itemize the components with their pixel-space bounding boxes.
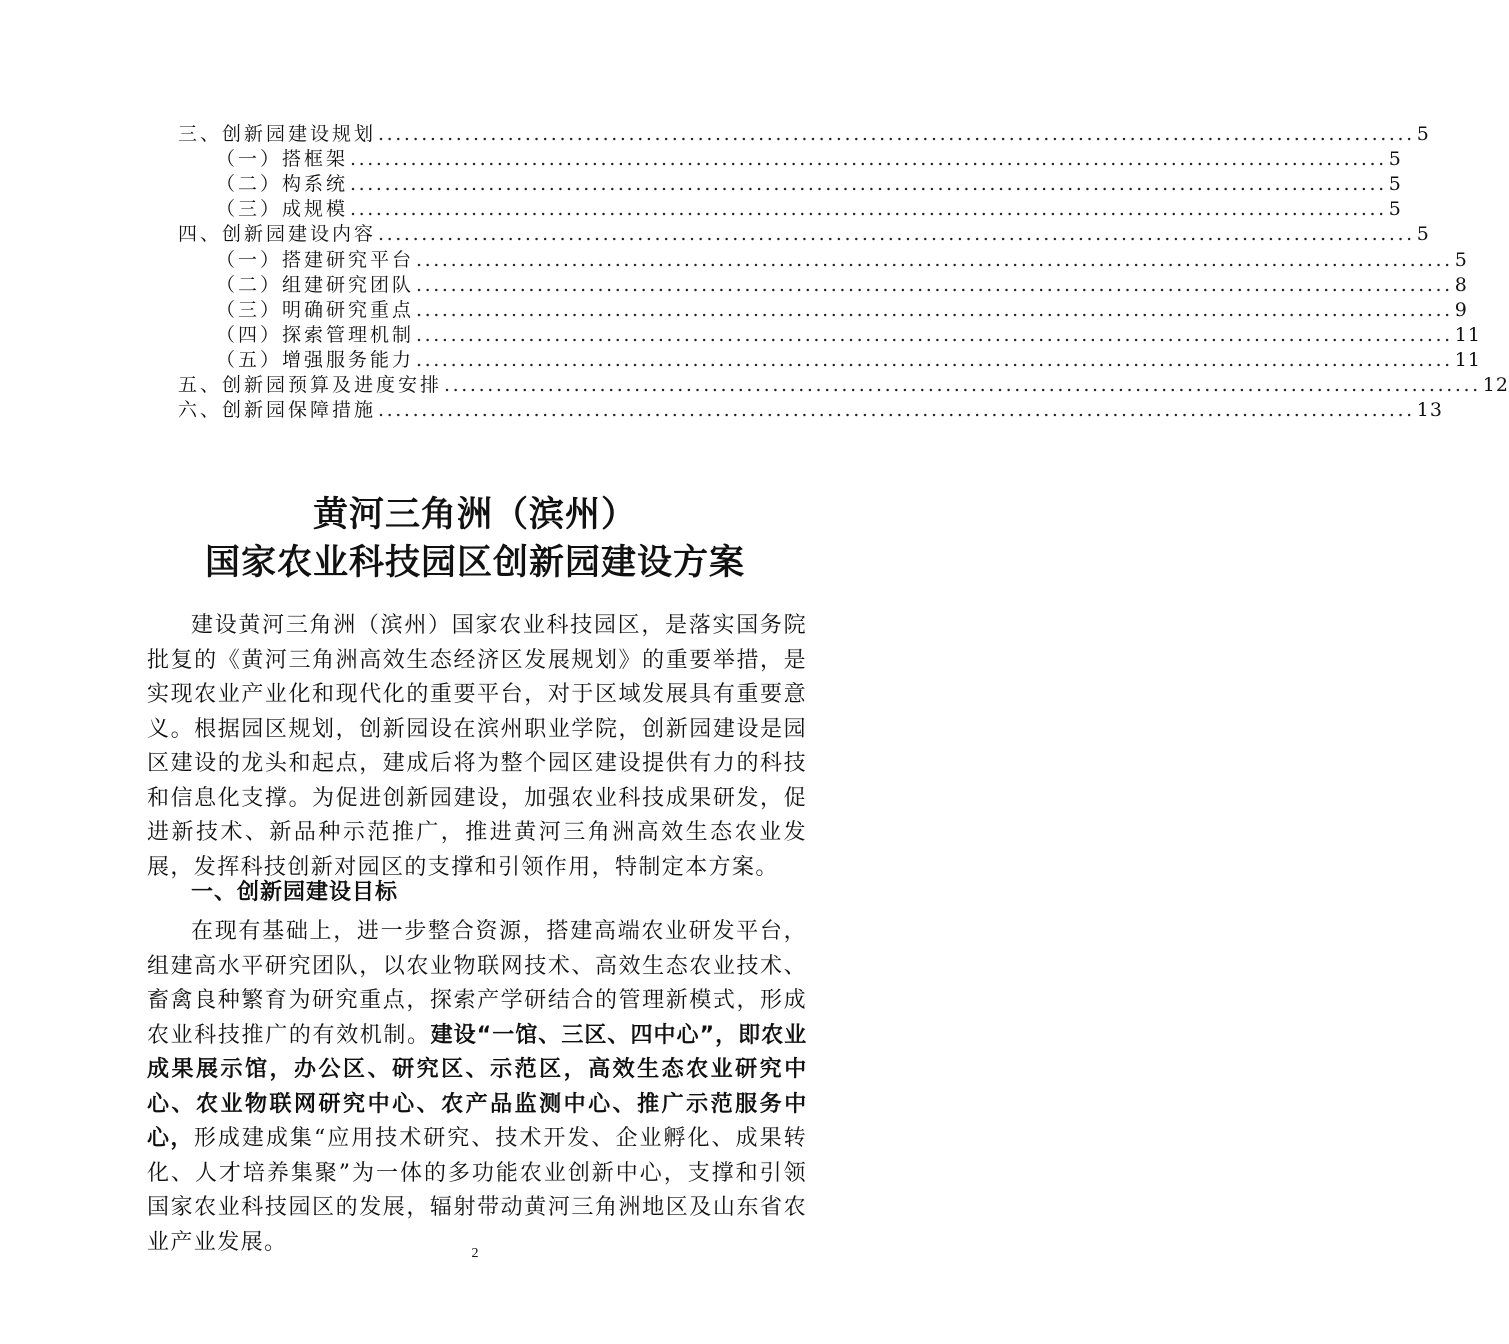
- document-title-line-2: 国家农业科技园区创新园建设方案: [204, 543, 745, 583]
- toc-leader-dots: ........................................................................................................................: [416, 298, 1453, 321]
- toc-entry-label: （二）构系统: [216, 173, 349, 196]
- toc-entry[interactable]: [178, 197, 1402, 222]
- toc-entry[interactable]: [178, 348, 1481, 373]
- toc-leader-dots: ........................................................................................................................: [350, 173, 1387, 196]
- toc-entry-label: 三、创新园建设规划: [178, 123, 377, 146]
- toc-entry-label: （二）组建研究团队: [216, 273, 415, 296]
- toc-entry-page: 5: [1416, 223, 1430, 246]
- section-1-text-after: 形成建成集“应用技术研究、技术开发、企业孵化、成果转化、人才培养集聚”为一体的多功能农业创新中心，支撑和引领国家农业科技园区的发展，辐射带动黄河三角洲地区及山东省农业产业发展。: [147, 1126, 807, 1255]
- toc-entry-label: 四、创新园建设内容: [178, 223, 377, 246]
- toc-entry-page: 5: [1388, 173, 1402, 196]
- toc-entry[interactable]: [178, 323, 1481, 348]
- toc-leader-dots: ........................................................................................................................: [350, 148, 1387, 171]
- toc-entry-label: （一）搭建研究平台: [216, 248, 415, 271]
- page-number: 2: [471, 1246, 479, 1261]
- toc-leader-dots: ........................................................................................................................: [416, 323, 1453, 346]
- toc-entry[interactable]: [178, 398, 1443, 423]
- toc-entry-page: 11: [1454, 323, 1481, 346]
- toc-entry-page: 5: [1416, 123, 1430, 146]
- toc-entry-page: 5: [1454, 248, 1468, 271]
- toc-entry-label: 六、创新园保障措施: [178, 399, 377, 422]
- toc-entry-page: 5: [1388, 198, 1402, 221]
- toc-entry-page: 13: [1416, 399, 1443, 422]
- toc-entry[interactable]: [178, 273, 1468, 298]
- toc-leader-dots: ........................................................................................................................: [378, 123, 1415, 146]
- toc-entry-page: 12: [1482, 374, 1509, 397]
- section-1-text-bold: 建设“一馆、三区、四中心”，即农业成果展示馆，办公区、研究区、示范区，高效生态农业研究中心、农业物联网研究中心、农产品监测中心、推广示范服务中心，: [147, 1022, 807, 1151]
- section-1-paragraph: [147, 915, 807, 1260]
- toc-leader-dots: ........................................................................................................................: [350, 198, 1387, 221]
- toc-entry-label: （三）成规模: [216, 198, 349, 221]
- toc-leader-dots: ........................................................................................................................: [416, 248, 1453, 271]
- toc-entry-label: （三）明确研究重点: [216, 298, 415, 321]
- section-1-text-before: 在现有基础上，进一步整合资源，搭建高端农业研发平台，组建高水平研究团队，以农业物联网技术、高效生态农业技术、畜禽良种繁育为研究重点，探索产学研结合的管理新模式，形成农业科技推广的有效机制。: [147, 919, 807, 1048]
- toc-entry-label: 五、创新园预算及进度安排: [178, 374, 443, 397]
- toc-entry[interactable]: [178, 147, 1402, 172]
- toc-entry-label: （五）增强服务能力: [216, 348, 415, 371]
- toc-entry-page: 5: [1388, 148, 1402, 171]
- intro-paragraph: 建设黄河三角洲（滨州）国家农业科技园区，是落实国务院批复的《黄河三角洲高效生态经济区发展规划》的重要举措，是实现农业产业化和现代化的重要平台，对于区域发展具有重要意义。根据园区规划，创新园设在滨州职业学院，创新园建设是园区建设的龙头和起点，建成后将为整个园区建设提供有力的科技和信息化支撑。为促进创新园建设，加强农业科技成果研发，促进新技术、新品种示范推广，推进黄河三角洲高效生态农业发展，发挥科技创新对园区的支撑和引领作用，特制定本方案。: [147, 613, 807, 880]
- toc-entry-label: （四）探索管理机制: [216, 323, 415, 346]
- toc-entry[interactable]: [178, 172, 1402, 197]
- toc-entry[interactable]: [178, 122, 1430, 147]
- toc-entry-page: 8: [1454, 273, 1468, 296]
- toc-entry[interactable]: [178, 247, 1468, 272]
- toc-leader-dots: ........................................................................................................................: [378, 399, 1415, 422]
- toc-entry-label: （一）搭框架: [216, 148, 349, 171]
- toc-leader-dots: ........................................................................................................................: [416, 273, 1453, 296]
- section-1-heading: 一、创新园建设目标: [191, 880, 399, 905]
- document-title-line-1: 黄河三角洲（滨州）: [312, 495, 637, 535]
- toc-entry[interactable]: [178, 222, 1430, 247]
- toc-entry[interactable]: [178, 298, 1468, 323]
- toc-leader-dots: ........................................................................................................................: [378, 223, 1415, 246]
- toc-leader-dots: ........................................................................................................................: [416, 348, 1453, 371]
- toc-entry-page: 11: [1454, 348, 1481, 371]
- toc-entry-page: 9: [1454, 298, 1468, 321]
- table-of-contents: [178, 122, 1509, 423]
- toc-leader-dots: ........................................................................................................................: [444, 374, 1481, 397]
- toc-entry[interactable]: [178, 373, 1509, 398]
